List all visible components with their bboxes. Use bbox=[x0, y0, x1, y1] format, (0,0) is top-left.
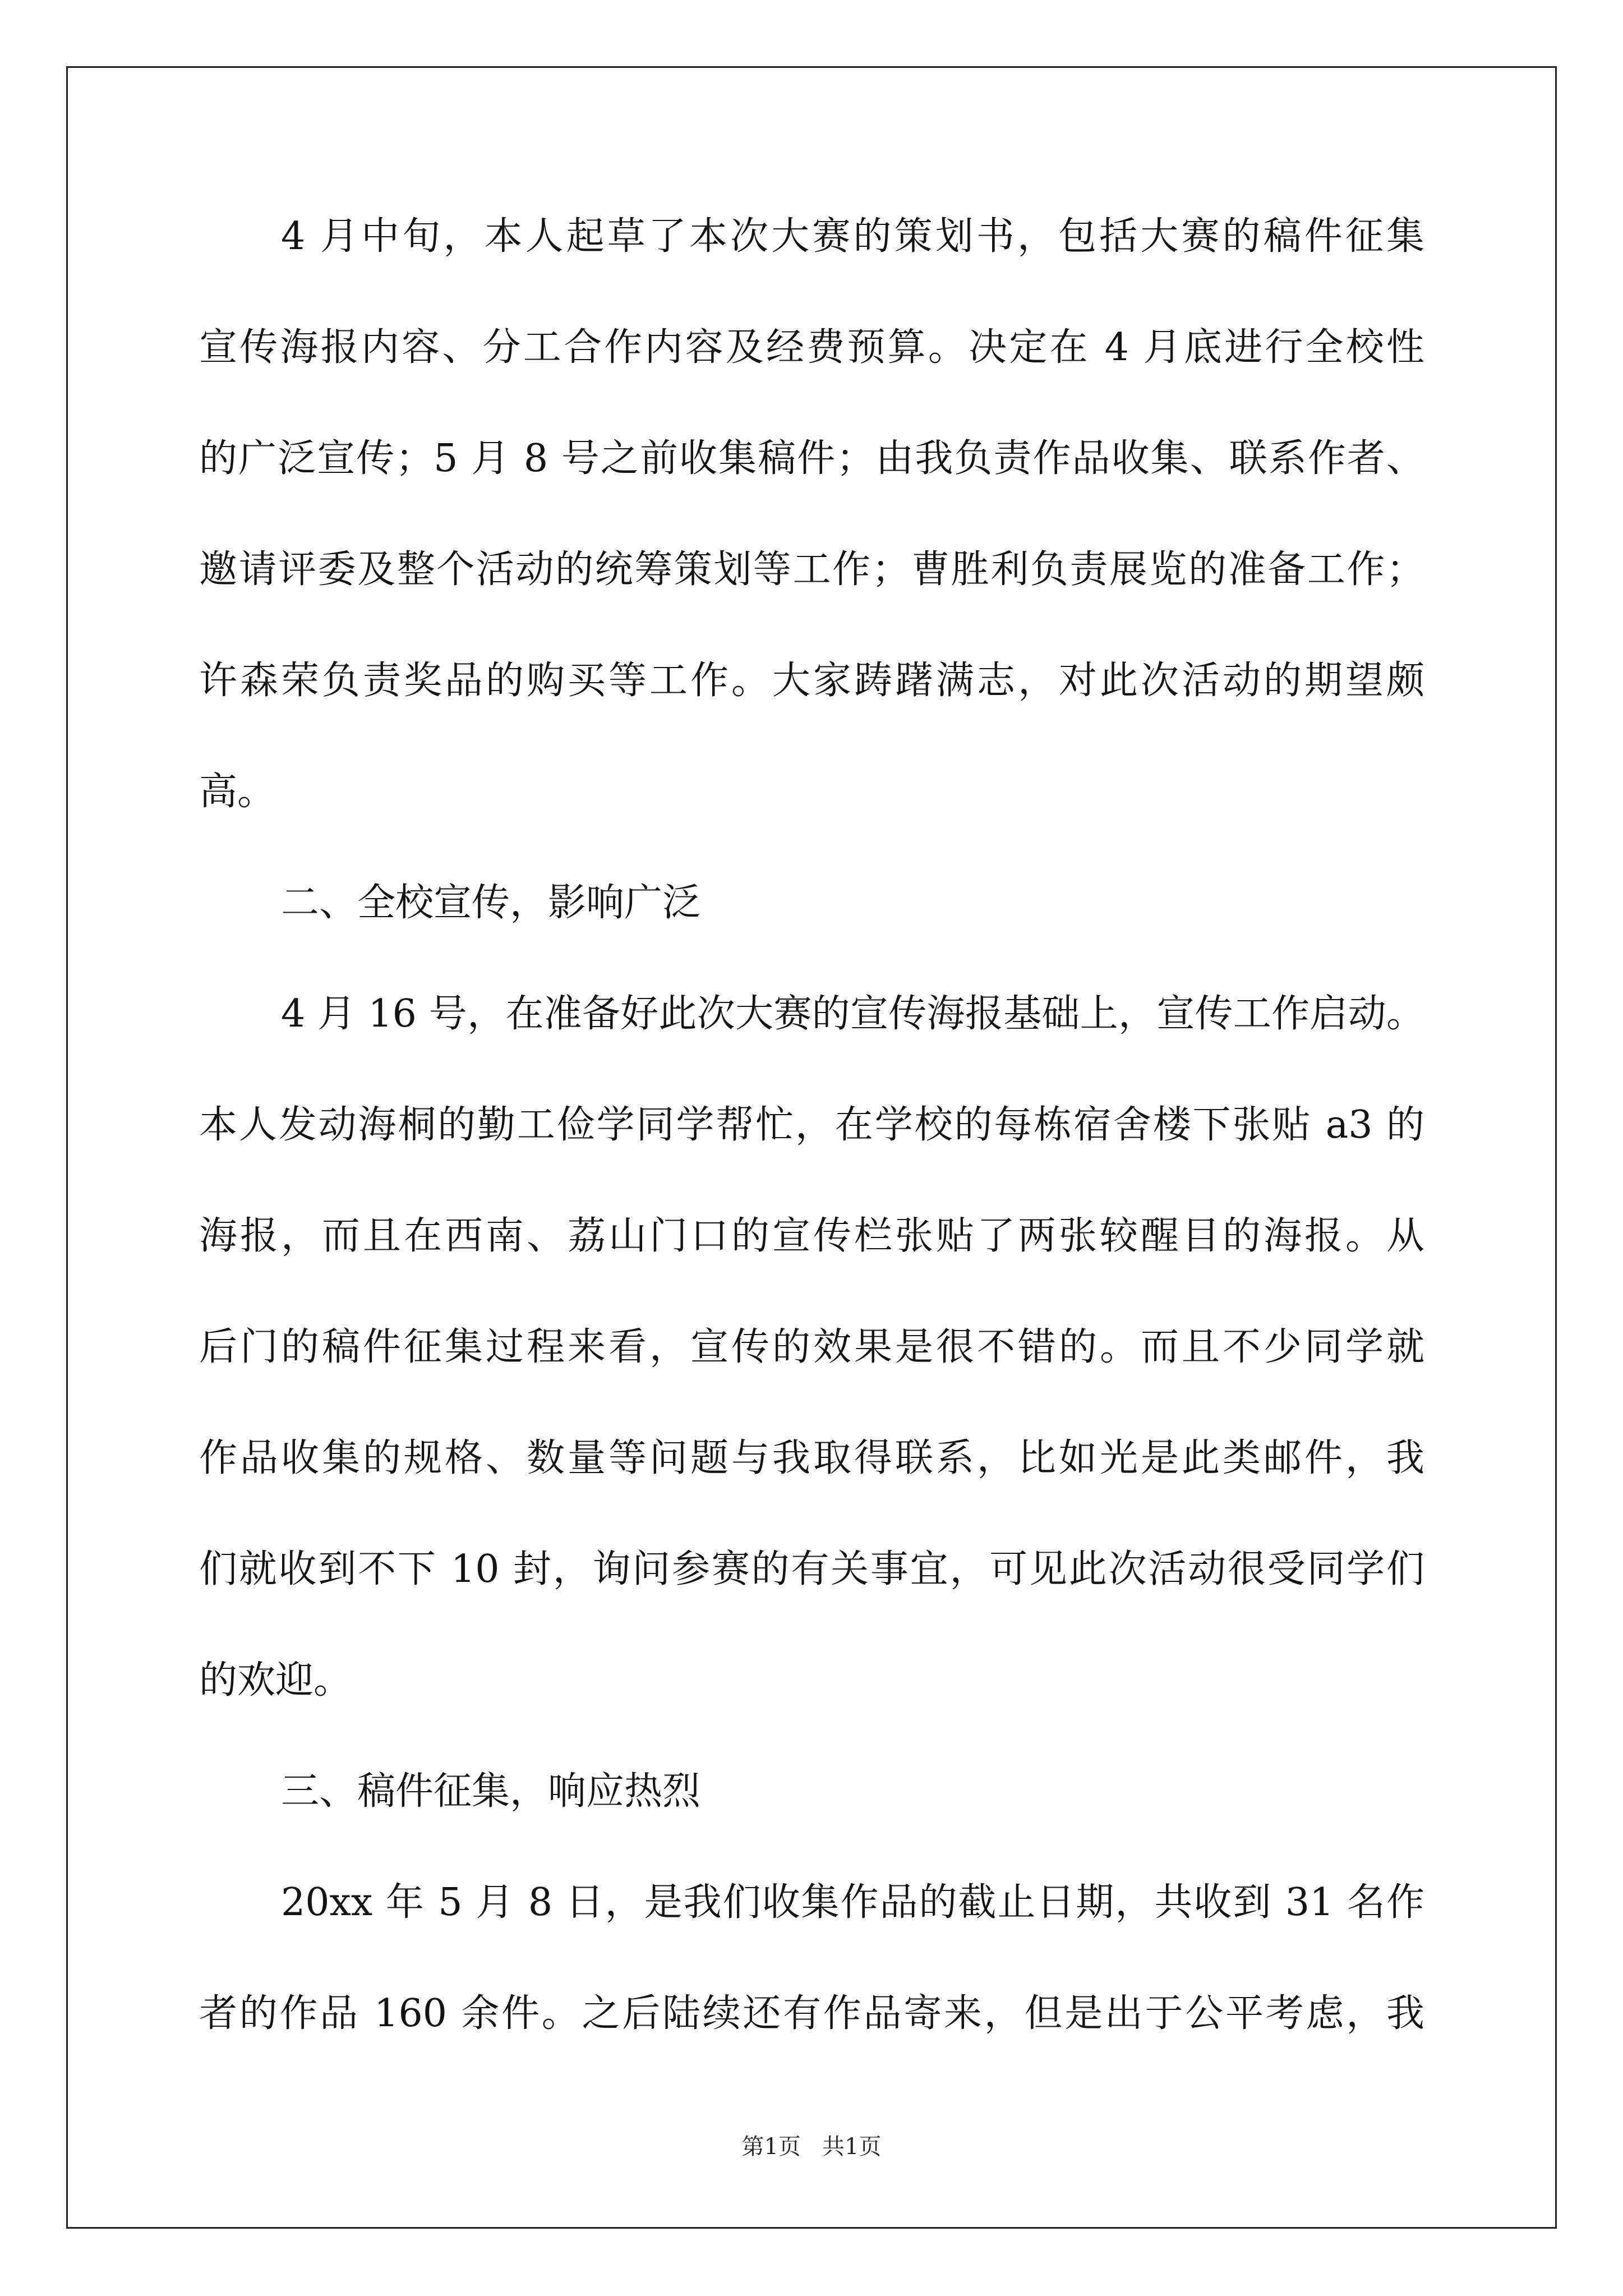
paragraph-1-line-4: 邀请评委及整个活动的统筹策划等工作；曹胜利负责展览的准备工作； bbox=[199, 547, 1424, 592]
paragraph-1-line-1: 4 月中旬，本人起草了本次大赛的策划书，包括大赛的稿件征集 bbox=[281, 214, 1424, 259]
paragraph-2-line-5: 作品收集的规格、数量等问题与我取得联系，比如光是此类邮件，我 bbox=[199, 1436, 1424, 1480]
paragraph-2-line-1: 4 月 16 号，在准备好此次大赛的宣传海报基础上，宣传工作启动。 bbox=[281, 992, 1424, 1036]
paragraph-3-line-1: 20xx 年 5 月 8 日，是我们收集作品的截止日期，共收到 31 名作 bbox=[281, 1880, 1424, 1925]
paragraph-1-line-6: 高。 bbox=[199, 770, 276, 814]
paragraph-3-line-2: 者的作品 160 余件。之后陆续还有作品寄来，但是出于公平考虑，我 bbox=[199, 1991, 1424, 2036]
paragraph-2-line-6: 们就收到不下 10 封，询问参赛的有关事宜，可见此次活动很受同学们 bbox=[199, 1547, 1424, 1591]
paragraph-2-line-2: 本人发动海桐的勤工俭学同学帮忙，在学校的每栋宿舍楼下张贴 a3 的 bbox=[199, 1103, 1424, 1147]
paragraph-1-line-2: 宣传海报内容、分工合作内容及经费预算。决定在 4 月底进行全校性 bbox=[199, 325, 1424, 370]
section-heading-3: 三、稿件征集，响应热烈 bbox=[281, 1769, 701, 1814]
paragraph-2-line-7: 的欢迎。 bbox=[199, 1658, 352, 1703]
paragraph-2-line-3: 海报，而且在西南、荔山门口的宣传栏张贴了两张较醒目的海报。从 bbox=[199, 1214, 1424, 1258]
document-body bbox=[199, 214, 1424, 2106]
page-number-footer: 第1页 共1页 bbox=[741, 2134, 882, 2160]
paragraph-1-line-5: 许森荣负责奖品的购买等工作。大家踌躇满志，对此次活动的期望颇 bbox=[199, 659, 1424, 703]
paragraph-2-line-4: 后门的稿件征集过程来看，宣传的效果是很不错的。而且不少同学就 bbox=[199, 1325, 1424, 1369]
paragraph-1-line-3: 的广泛宣传；5 月 8 号之前收集稿件；由我负责作品收集、联系作者、 bbox=[199, 436, 1424, 481]
section-heading-2: 二、全校宣传，影响广泛 bbox=[281, 881, 701, 925]
